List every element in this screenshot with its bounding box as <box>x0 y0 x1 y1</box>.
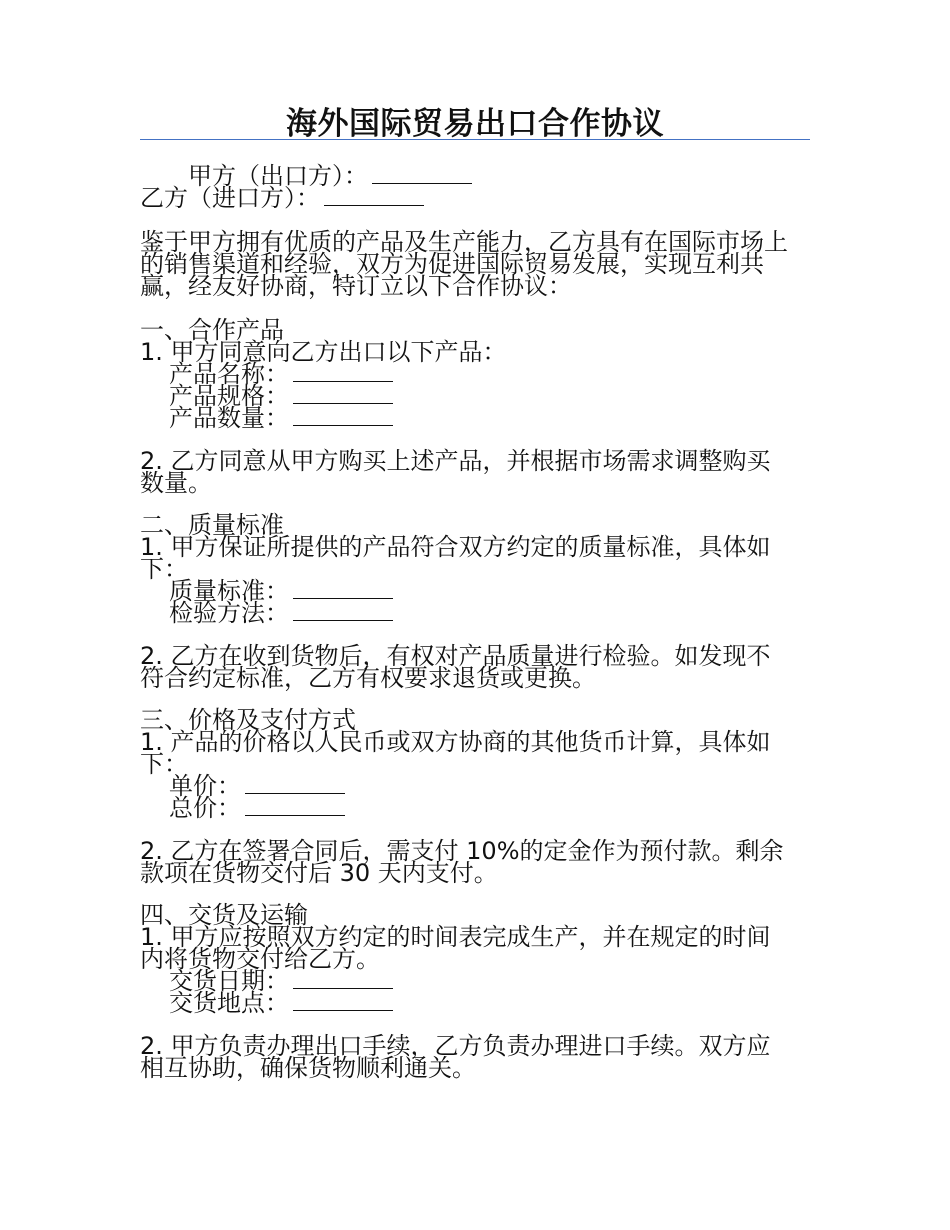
field-label: 产品规格： <box>169 382 289 410</box>
field-blank <box>293 365 393 382</box>
title-underline <box>140 139 810 140</box>
preamble-line: 鉴于甲方拥有优质的产品及生产能力，乙方具有在国际市场上 <box>140 228 788 256</box>
field-blank <box>293 387 393 404</box>
field-blank <box>293 972 393 989</box>
clause-line: 2. 甲方负责办理出口手续，乙方负责办理进口手续。双方应 <box>140 1032 771 1060</box>
clause-line: 2. 乙方在收到货物后，有权对产品质量进行检验。如发现不 <box>140 642 771 670</box>
clause-line: 1. 甲方应按照双方约定的时间表完成生产，并在规定的时间 <box>140 923 771 951</box>
document-title: 海外国际贸易出口合作协议 <box>286 106 664 142</box>
clause-line: 1. 产品的价格以人民币或双方协商的其他货币计算，具体如 <box>140 728 771 756</box>
form-field <box>169 404 393 432</box>
party-a-label: 甲方（出口方）： <box>188 162 368 190</box>
clause-line: 符合约定标准，乙方有权要求退货或更换。 <box>140 664 596 692</box>
form-field <box>169 794 345 822</box>
field-label: 检验方法： <box>169 599 289 627</box>
field-label: 质量标准： <box>169 577 289 605</box>
field-label: 交货日期： <box>169 967 289 995</box>
clause-line: 相互协助，确保货物顺利通关。 <box>140 1054 476 1082</box>
party-b-blank <box>324 189 424 206</box>
clause-line: 1. 甲方保证所提供的产品符合双方约定的质量标准，具体如 <box>140 533 771 561</box>
section-heading: 一、合作产品 <box>140 316 284 344</box>
clause-line: 下： <box>140 750 188 778</box>
field-blank <box>293 582 393 599</box>
clause-line: 下： <box>140 555 188 583</box>
clause-line: 款项在货物交付后 30 天内支付。 <box>140 859 498 887</box>
field-label: 单价： <box>169 772 241 800</box>
clause-line: 内将货物交付给乙方。 <box>140 945 380 973</box>
form-field <box>169 599 393 627</box>
party-b-line <box>140 184 424 212</box>
form-field <box>169 989 393 1017</box>
clause-line: 2. 乙方同意从甲方购买上述产品，并根据市场需求调整购买 <box>140 447 771 475</box>
clause-line: 1. 甲方同意向乙方出口以下产品： <box>140 338 507 366</box>
field-label: 产品数量： <box>169 404 289 432</box>
field-label: 交货地点： <box>169 989 289 1017</box>
field-label: 总价： <box>169 794 241 822</box>
preamble-line: 的销售渠道和经验，双方为促进国际贸易发展，实现互利共 <box>140 250 764 278</box>
section-heading: 四、交货及运输 <box>140 901 308 929</box>
party-b-label: 乙方（进口方）： <box>140 184 320 212</box>
section-heading: 三、价格及支付方式 <box>140 706 356 734</box>
field-blank <box>293 604 393 621</box>
field-blank <box>293 409 393 426</box>
field-blank <box>245 799 345 816</box>
field-blank <box>293 994 393 1011</box>
party-a-blank <box>372 167 472 184</box>
preamble-line: 赢，经友好协商，特订立以下合作协议： <box>140 272 572 300</box>
field-label: 产品名称： <box>169 360 289 388</box>
field-blank <box>245 777 345 794</box>
section-heading: 二、质量标准 <box>140 511 284 539</box>
clause-line: 2. 乙方在签署合同后，需支付 10%的定金作为预付款。剩余 <box>140 837 784 865</box>
clause-line: 数量。 <box>140 469 212 497</box>
